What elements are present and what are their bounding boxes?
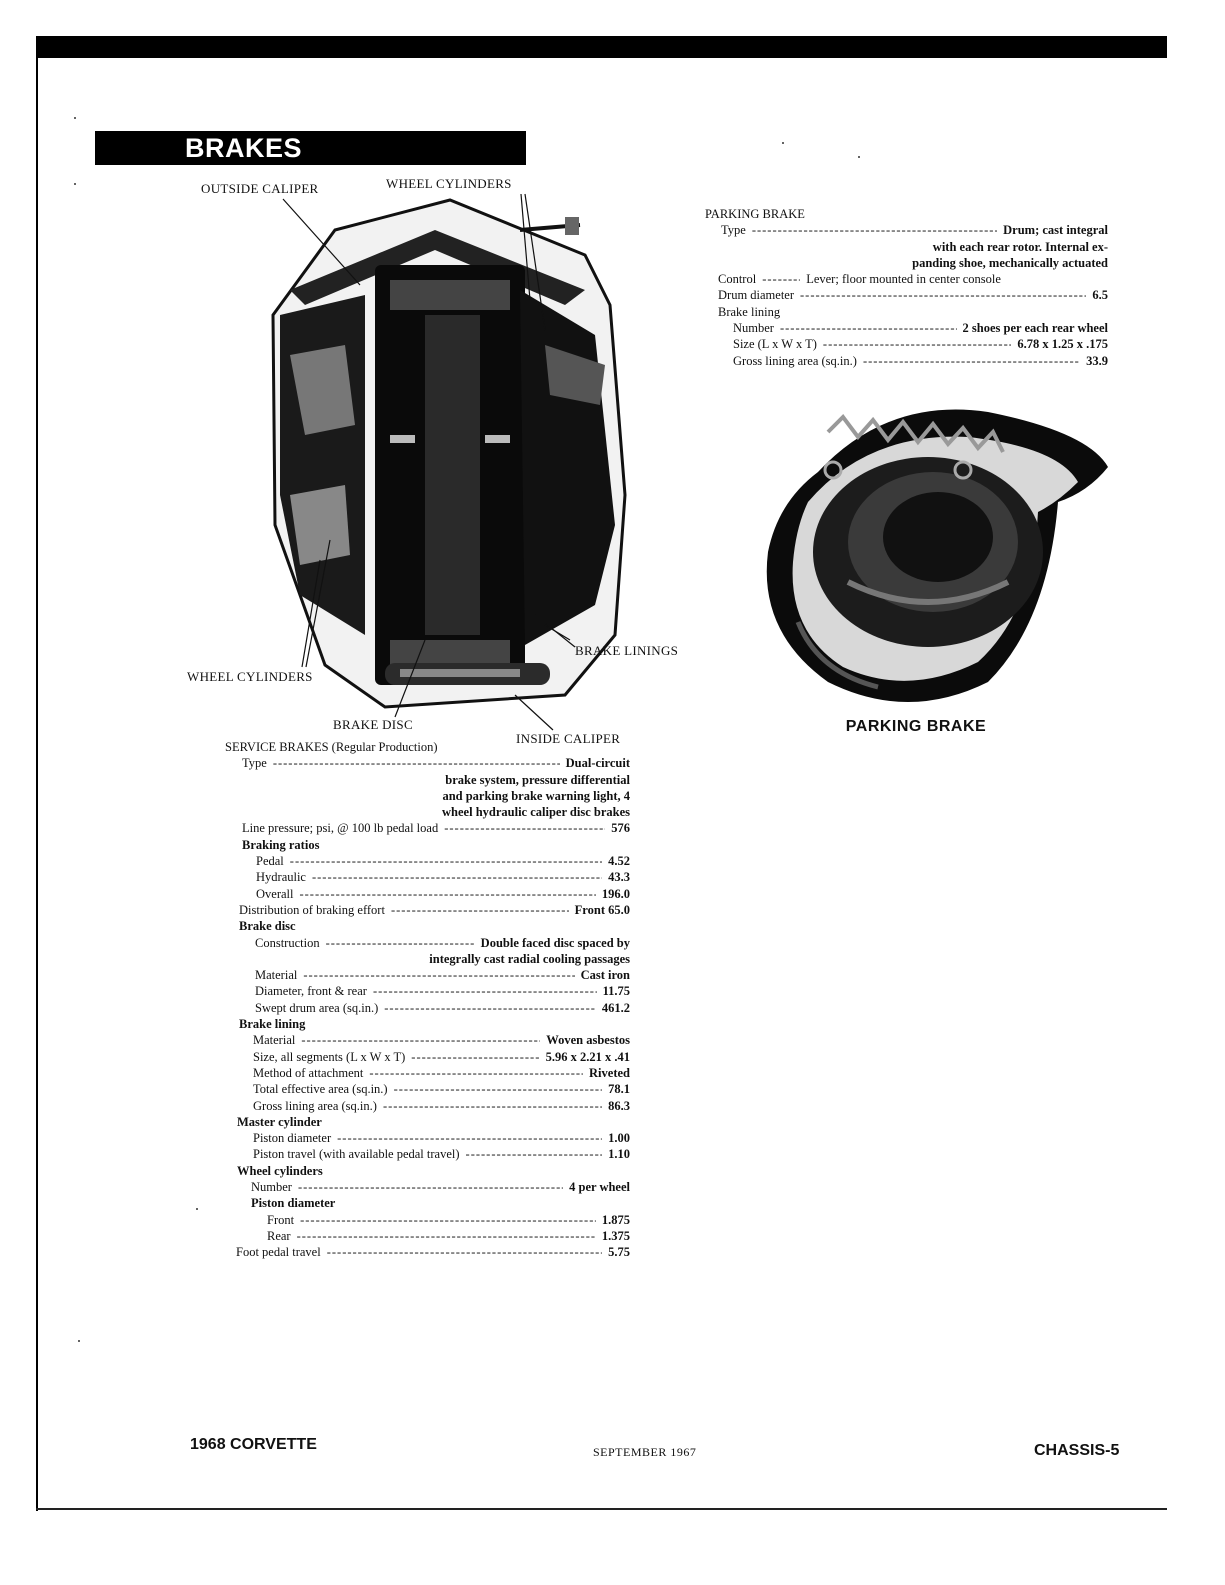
leader-dashes (290, 853, 602, 869)
spec-label: Number (251, 1180, 292, 1195)
spec-value: 4 per wheel (569, 1180, 630, 1195)
leader-dashes (383, 1098, 602, 1114)
leader-dashes (299, 886, 595, 902)
spec-value: Cast iron (580, 968, 630, 983)
spec-continuation: panding shoe, mechanically actuated (912, 255, 1108, 270)
spec-value: Drum; cast integral (1003, 223, 1108, 238)
leader-dashes (823, 336, 1011, 352)
spec-value: 196.0 (601, 886, 630, 901)
spec-value: Lever; floor mounted in center console (806, 272, 1001, 287)
spec-row (225, 1098, 630, 1114)
spec-row (225, 1179, 630, 1195)
spec-row (225, 983, 630, 999)
callout-wheel-cylinders-left: WHEEL CYLINDERS (187, 669, 313, 684)
spec-label: Pedal (256, 854, 284, 869)
spec-subheading: Wheel cylinders (237, 1163, 323, 1178)
spec-row (225, 1130, 630, 1146)
leader-dashes (301, 1032, 540, 1048)
spec-label: Piston diameter (253, 1131, 332, 1146)
spec-row (225, 967, 630, 983)
parking-brake-specs (705, 206, 1108, 369)
spec-label: Control (718, 272, 757, 287)
spec-row (705, 271, 1108, 287)
spec-continuation: wheel hydraulic caliper disc brakes (442, 805, 630, 820)
spec-label: Type (242, 756, 267, 771)
spec-value: 1.10 (608, 1147, 630, 1162)
spec-label: Material (253, 1033, 296, 1048)
scan-speck (858, 156, 860, 158)
spec-row (225, 1049, 630, 1065)
spec-label: Method of attachment (253, 1065, 364, 1080)
spec-value: 2 shoes per each rear wheel (962, 321, 1108, 336)
spec-label: Total effective area (sq.in.) (253, 1082, 388, 1097)
spec-subheading: Brake disc (239, 919, 296, 934)
bottom-border-rule (36, 1508, 1167, 1510)
leader-dashes (762, 271, 800, 287)
callout-wheel-cylinders-top: WHEEL CYLINDERS (386, 176, 512, 191)
spec-row (225, 1032, 630, 1048)
callout-brake-disc: BRAKE DISC (333, 717, 413, 732)
spec-subheading: Braking ratios (242, 837, 320, 852)
leader-dashes (303, 967, 574, 983)
parking-brake-photo-caption: PARKING BRAKE (845, 718, 987, 735)
spec-row (225, 1228, 630, 1244)
spec-value: 4.52 (608, 854, 630, 869)
spec-value: 43.3 (608, 870, 630, 885)
spec-value: 6.5 (1092, 288, 1108, 303)
spec-value: 86.3 (608, 1098, 630, 1113)
spec-label: Foot pedal travel (236, 1245, 321, 1260)
left-border-rule (36, 36, 38, 1511)
leader-dashes (369, 1065, 583, 1081)
spec-row (225, 1081, 630, 1097)
spec-label: Distribution of braking effort (239, 902, 385, 917)
spec-label: Gross lining area (sq.in.) (253, 1098, 377, 1113)
spec-row (225, 1212, 630, 1228)
leader-dashes (384, 1000, 596, 1016)
spec-continuation: with each rear rotor. Internal ex- (932, 239, 1108, 254)
leader-dashes (273, 755, 560, 771)
spec-label: Type (721, 223, 746, 238)
leader-dashes (800, 287, 1086, 303)
spec-row (225, 902, 630, 918)
spec-subheading: Master cylinder (237, 1114, 322, 1129)
top-black-bar (36, 36, 1167, 58)
spec-row (225, 869, 630, 885)
spec-continuation: brake system, pressure differential (445, 772, 630, 787)
callout-inside-caliper: INSIDE CALIPER (516, 731, 621, 746)
spec-label: Swept drum area (sq.in.) (255, 1000, 379, 1015)
scan-speck (74, 117, 76, 119)
spec-value: Riveted (589, 1065, 630, 1080)
spec-value: Dual-circuit (565, 756, 630, 771)
leader-dashes (780, 320, 957, 336)
spec-row (225, 820, 630, 836)
leader-dashes (312, 869, 602, 885)
leader-dashes (326, 935, 475, 951)
service-brakes-heading: SERVICE BRAKES (Regular Production) (225, 740, 438, 754)
spec-value: Double faced disc spaced by (480, 935, 630, 950)
leader-dashes (466, 1146, 603, 1162)
leader-dashes (337, 1130, 602, 1146)
spec-row (225, 886, 630, 902)
spec-label: Construction (255, 935, 320, 950)
spec-value: 5.96 x 2.21 x .41 (545, 1049, 630, 1064)
spec-label: Front (267, 1212, 295, 1227)
spec-label: Drum diameter (718, 288, 795, 303)
footer-page-number: CHASSIS-5 (1034, 1442, 1120, 1459)
spec-label: Size (L x W x T) (733, 337, 817, 352)
spec-value: 5.75 (608, 1245, 630, 1260)
spec-row (705, 287, 1108, 303)
footer-date: SEPTEMBER 1967 (593, 1445, 697, 1459)
spec-label: Line pressure; psi, @ 100 lb pedal load (242, 821, 439, 836)
scan-speck (74, 183, 76, 185)
leader-dashes (394, 1081, 603, 1097)
spec-row (225, 853, 630, 869)
spec-label: Rear (267, 1228, 291, 1243)
section-header-bar (95, 131, 526, 165)
disc-brake-caliper-diagram (265, 195, 635, 715)
spec-value: 576 (611, 821, 630, 836)
leader-dashes (863, 353, 1080, 369)
spec-row (705, 353, 1108, 369)
section-title: BRAKES (185, 133, 303, 163)
spec-row (225, 1146, 630, 1162)
parking-brake-photo (758, 392, 1110, 710)
spec-label: Hydraulic (256, 870, 306, 885)
spec-label: Number (733, 321, 774, 336)
spec-row (225, 935, 630, 951)
spec-row (225, 1244, 630, 1260)
leader-dashes (298, 1179, 563, 1195)
spec-label: Material (255, 968, 298, 983)
spec-row (225, 755, 630, 771)
spec-value: 78.1 (608, 1082, 630, 1097)
spec-continuation: integrally cast radial cooling passages (429, 951, 630, 966)
leader-dashes (752, 222, 997, 238)
spec-subheading: Brake lining (718, 304, 781, 319)
spec-value: 6.78 x 1.25 x .175 (1017, 337, 1108, 352)
leader-dashes (297, 1228, 596, 1244)
spec-value: Woven asbestos (546, 1033, 630, 1048)
spec-subheading: Piston diameter (251, 1196, 336, 1211)
leader-dashes (411, 1049, 539, 1065)
spec-value: 33.9 (1086, 353, 1108, 368)
leader-dashes (300, 1212, 596, 1228)
spec-label: Diameter, front & rear (255, 984, 367, 999)
callout-brake-linings: BRAKE LININGS (575, 643, 679, 658)
spec-value: 461.2 (601, 1000, 630, 1015)
spec-subheading: Brake lining (239, 1017, 306, 1032)
spec-value: 1.875 (601, 1212, 630, 1227)
scan-speck (782, 142, 784, 144)
leader-dashes (391, 902, 569, 918)
scan-speck (78, 1340, 80, 1342)
service-brakes-specs (225, 739, 630, 1261)
parking-brake-heading: PARKING BRAKE (705, 207, 805, 221)
spec-label: Overall (256, 886, 294, 901)
spec-label: Piston travel (with available pedal travel) (253, 1147, 460, 1162)
spec-row (225, 1065, 630, 1081)
spec-continuation: and parking brake warning light, 4 (442, 788, 630, 803)
callout-outside-caliper: OUTSIDE CALIPER (201, 181, 319, 196)
spec-row (225, 1000, 630, 1016)
leader-dashes (444, 820, 605, 836)
leader-dashes (373, 983, 597, 999)
spec-value: 1.375 (601, 1228, 630, 1243)
spec-value: Front 65.0 (574, 902, 630, 917)
footer-model: 1968 CORVETTE (190, 1436, 317, 1453)
spec-row (705, 222, 1108, 238)
scan-speck (196, 1208, 198, 1210)
spec-row (705, 336, 1108, 352)
spec-label: Gross lining area (sq.in.) (733, 353, 857, 368)
spec-label: Size, all segments (L x W x T) (253, 1049, 406, 1064)
spec-value: 1.00 (608, 1131, 630, 1146)
spec-row (705, 320, 1108, 336)
spec-value: 11.75 (602, 984, 630, 999)
leader-dashes (327, 1244, 602, 1260)
